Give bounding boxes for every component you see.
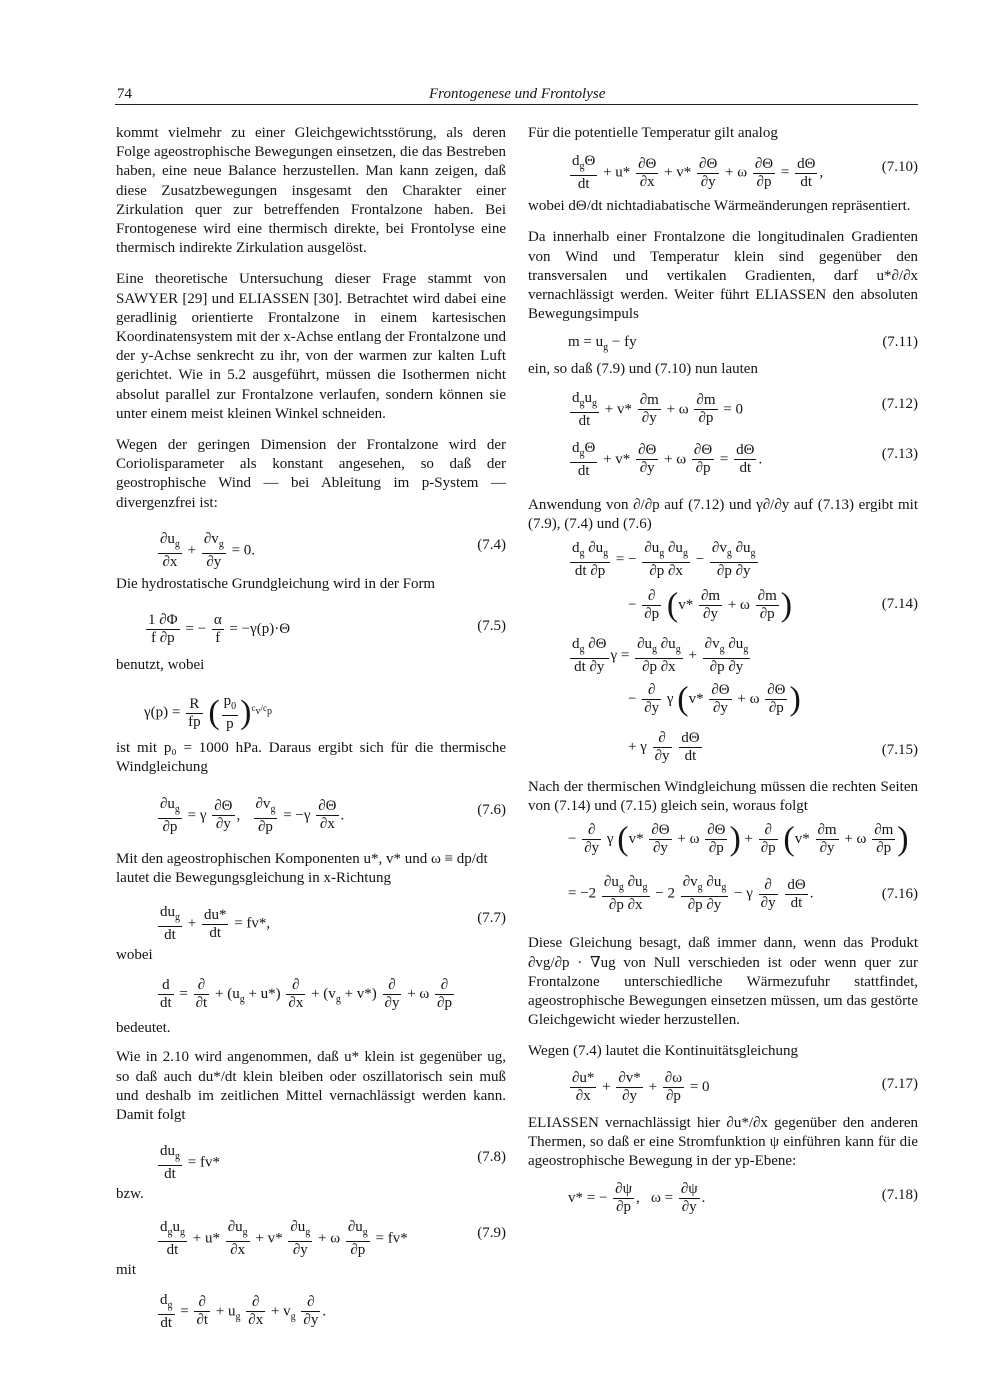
equation-number: (7.16) — [881, 886, 918, 903]
equation-number: (7.9) — [477, 1224, 506, 1241]
equation-expression: − $\frac{\partial}{\partial p}$ (v* $\frac{\partial m}{\partial y}$ + ω $\frac{\partial m}{\partial p}$ ) — [628, 586, 793, 624]
page-header — [115, 86, 918, 106]
equation-expression: v* = − $\frac{\partial\psi}{\partial p}$ , ω = $\frac{\partial\psi}{\partial y}$ . — [568, 1181, 706, 1216]
equation-expression: $\frac{d_g \partial u_g}{dt \partial p}$ = − $\frac{\partial u_g \partial u_g}{\partial p \partial x}$ − $\frac{\partial v_g \partial u_g}{\partial p \partial y}$ — [572, 540, 756, 580]
equation-expression: $\frac{d_g\Theta}{dt}$ + v* $\frac{\partial\Theta}{\partial y}$ + ω $\frac{\partial\Theta}{\partial p}$ = $\frac{d\Theta}{dt}$ . — [572, 439, 763, 479]
equation-gamma — [116, 687, 506, 739]
equation-expression: $\frac{d}{dt}$ = $\frac{\partial}{\partial t}$ + $(u_g + u*)$ $\frac{\partial}{\partial x}$ + $(v_g + v*)$ $\frac{\partial}{\partial y}$ + ω $\frac{\partial}{\partial p}$ — [160, 977, 452, 1012]
equation-number: (7.13) — [881, 445, 918, 462]
paragraph: ein, so daß (7.9) und (7.10) nun lauten — [528, 361, 758, 378]
equation-7-8 — [116, 1137, 506, 1185]
equation-number: (7.8) — [477, 1149, 506, 1166]
equation-7-5 — [116, 606, 506, 656]
text-line: bzw. — [116, 1186, 144, 1203]
equation-7-13 — [528, 434, 918, 488]
equation-7-7 — [116, 898, 506, 946]
text-line: mit — [116, 1261, 137, 1278]
equation-geostrophic-derivative — [116, 1286, 506, 1334]
equation-number: (7.11) — [882, 334, 918, 351]
paragraph: ist mit p₀ = 1000 hPa. Daraus ergibt sich für die thermische Windgleichung — [116, 740, 506, 776]
text-line: bedeutet. — [116, 1020, 171, 1037]
paragraph: wobei dΘ/dt nichtadiabatische Wärmeänderungen repräsentiert. — [528, 198, 911, 215]
paragraph: Da innerhalb einer Frontalzone die longitudinalen Gradienten von Wind und Temperatur klein sind gegenüber den transversalen und vertikalen Gradienten, darf u*∂/∂x vernachlässigt werden. Weiter führt ELIASSEN den absoluten Bewegungsimpuls — [528, 229, 918, 323]
paragraph: Wegen (7.4) lautet die Kontinuitätsgleichung — [528, 1043, 798, 1060]
equation-expression: − $\frac{\partial}{\partial y}$ γ (v* $\frac{\partial\Theta}{\partial y}$ + ω $\frac{\partial\Theta}{\partial p}$ ) + $\frac{\partial}{\partial p}$ (v* $\frac{\partial m}{\partial y}$ + ω $\frac{\partial m}{\partial p}$ ) — [568, 820, 909, 858]
paragraph: benutzt, wobei — [116, 657, 205, 674]
equation-expression: $\frac{\partial u*}{\partial x}$ + $\frac{\partial v*}{\partial y}$ + $\frac{\partial\omega}{\partial p}$ = 0 — [572, 1069, 710, 1104]
equation-expression: $\frac{d_gu_g}{dt}$ + u* $\frac{\partial u_g}{\partial x}$ + v* $\frac{\partial u_g}{\partial y}$ + ω $\frac{\partial u_g}{\partial p}$ = fv* — [160, 1218, 408, 1258]
equation-7-16 — [528, 822, 918, 926]
page-number: 74 — [117, 86, 132, 102]
equation-number: (7.14) — [881, 596, 918, 613]
equation-number: (7.10) — [881, 159, 918, 176]
paragraph: Für die potentielle Temperatur gilt analog — [528, 125, 778, 141]
equation-number: (7.6) — [477, 801, 506, 818]
running-title: Frontogenese und Frontolyse — [429, 86, 606, 102]
equation-expression: $\frac{d_g\Theta}{dt}$ + u* $\frac{\partial\Theta}{\partial x}$ + v* $\frac{\partial\Theta}{\partial y}$ + ω $\frac{\partial\Theta}{\partial p}$ = $\frac{d\Theta}{dt}$ , — [572, 153, 824, 193]
paragraph: Nach der thermischen Windgleichung müssen die rechten Seiten von (7.14) und (7.15) gleich sein, woraus folgt — [528, 779, 918, 815]
equation-number: (7.15) — [881, 742, 918, 759]
equation-expression: $\frac{\partial u_g}{\partial x}$ + $\frac{\partial v_g}{\partial y}$ = 0. — [160, 530, 256, 570]
equation-expression: $m = u_g$ − fy — [568, 334, 637, 354]
equation-expression: γ(p) = $\frac{R}{fp}$ ( $\frac{p_0}{p}$ )$^{c_v/c_p}$ — [144, 693, 272, 733]
text-line: lautet die Bewegungsgleichung in x-Richtung — [116, 869, 391, 886]
equation-7-11 — [528, 328, 918, 360]
equation-number: (7.12) — [881, 395, 918, 412]
paragraph: kommt vielmehr zu einer Gleichgewichtsstörung, als deren Folge ageostrophische Bewegungen einsetzen, die das Bestreben haben, eine neue Balance herzustellen. Man kann zeigen, daß diese Zusatzbewegungen insgesamt den Charakter einer Zirkulation quer zur betreffenden Frontalzone haben. Bei Frontogenese wird eine thermisch direkte, bei Frontolyse eine thermisch indirekte Zirkulation ausgelöst. — [116, 125, 506, 257]
equation-7-14 — [528, 540, 918, 636]
text-line: Mit den ageostrophischen Komponenten u*, v* und ω ≡ dp/dt — [116, 850, 488, 867]
paragraph: Anwendung von ∂/∂p auf (7.12) und γ∂/∂y auf (7.13) ergibt mit (7.9), (7.4) und (7.6) — [528, 496, 918, 532]
equation-7-18 — [528, 1175, 918, 1225]
equation-expression: $\frac{1 \partial\Phi}{f \partial p}$ = − $\frac{\alpha}{f}$ = −γ(p)·Θ — [148, 612, 291, 647]
equation-7-9 — [116, 1213, 506, 1261]
paragraph: Wie in 2.10 wird angenommen, daß u* klein ist gegenüber ug, so daß auch du*/dt klein bleiben oder oszillatorisch sein muß und deshalb im zeitlichen Mittel vernachlässigt werden kann. Damit folgt — [116, 1049, 506, 1124]
equation-expression: $\frac{\partial u_g}{\partial p}$ = γ $\frac{\partial\Theta}{\partial y}$ , $\frac{\partial v_g}{\partial p}$ = −γ $\frac{\partial\Theta}{\partial x}$ . — [160, 795, 345, 835]
paragraph: Eine theoretische Untersuchung dieser Frage stammt von SAWYER [29] und ELIASSEN [30]. Betrachtet wird dabei eine geradlinig orientierte Frontalzone in einem kartesischen Koordinatensystem mit der x-Achse entlang der Frontalzone und der y-Achse senkrecht zu ihr, von der warmen zur kalten Luft gerichtet. Wie in 5.2 ausgeführt, müssen die Isothermen nicht absolut parallel zur Frontalzone verlaufen, sondern können sie unter einem meist kleinen Winkel schneiden. — [116, 271, 506, 422]
paragraph: ELIASSEN vernachlässigt hier ∂u*/∂x gegenüber den anderen Thermen, so daß er eine Stromfunktion ψ einführen kann für die ageostrophische Bewegung in der yp-Ebene: — [528, 1114, 918, 1170]
equation-7-15 — [528, 636, 918, 778]
equation-7-10 — [528, 147, 918, 197]
equation-number: (7.4) — [477, 536, 506, 553]
equation-expression: $\frac{d_g}{dt}$ = $\frac{\partial}{\partial t}$ + $u_g$ $\frac{\partial}{\partial x}$ + $v_g$ $\frac{\partial}{\partial y}$ . — [160, 1291, 327, 1331]
equation-number: (7.18) — [881, 1187, 918, 1204]
paragraph: Die hydrostatische Grundgleichung wird in der Form — [116, 575, 436, 592]
header-rule — [115, 104, 918, 105]
paragraph: Wegen der geringen Dimension der Frontalzone wird der Coriolisparameter als konstant angesehen, so daß der geostrophische Wind — bei Ableitung im p-System — divergenzfrei ist: — [116, 437, 506, 511]
equation-expression: − $\frac{\partial}{\partial y}$ γ (v* $\frac{\partial\Theta}{\partial y}$ + ω $\frac{\partial\Theta}{\partial p}$ ) — [628, 680, 801, 718]
equation-total-derivative — [116, 971, 506, 1019]
equation-7-4 — [116, 525, 506, 575]
equation-number: (7.7) — [477, 910, 506, 927]
equation-expression: + γ $\frac{\partial}{\partial y}$ $\frac{d\Theta}{dt}$ — [628, 730, 700, 765]
right-column — [528, 124, 918, 1225]
equation-7-6 — [116, 790, 506, 842]
equation-expression: $\frac{du_g}{dt}$ + $\frac{du*}{dt}$ = fv*, — [160, 904, 271, 944]
equation-expression: $\frac{d_g \partial\Theta}{dt \partial y}$ γ = $\frac{\partial u_g \partial u_g}{\partial p \partial x}$ + $\frac{\partial v_g \partial u_g}{\partial p \partial y}$ — [572, 636, 749, 676]
equation-number: (7.5) — [477, 618, 506, 635]
text-line: wobei — [116, 947, 153, 964]
equation-7-17 — [528, 1064, 918, 1114]
paragraph: Diese Gleichung besagt, daß immer dann, wenn das Produkt ∂vg/∂p · ∇ug von Null verschieden ist oder wenn quer zur Frontalzone unterschiedliche Wärmezufuhr stattfindet, ageostrophische Bewegungen einsetzen müssen, um das gestörte Gleichgewicht wieder herzustellen. — [528, 935, 918, 1029]
left-column — [116, 124, 506, 1334]
equation-expression: $\frac{d_gu_g}{dt}$ + v* $\frac{\partial m}{\partial y}$ + ω $\frac{\partial m}{\partial p}$ = 0 — [572, 389, 743, 429]
equation-expression: $\frac{du_g}{dt}$ = fv* — [160, 1143, 220, 1183]
equation-7-12 — [528, 384, 918, 434]
equation-expression: = −2 $\frac{\partial u_g \partial u_g}{\partial p \partial x}$ − 2 $\frac{\partial v_g \partial u_g}{\partial p \partial y}$ − γ $\frac{\partial}{\partial y}$ $\frac{d\Theta}{dt}$ . — [568, 874, 814, 914]
equation-number: (7.17) — [881, 1075, 918, 1092]
